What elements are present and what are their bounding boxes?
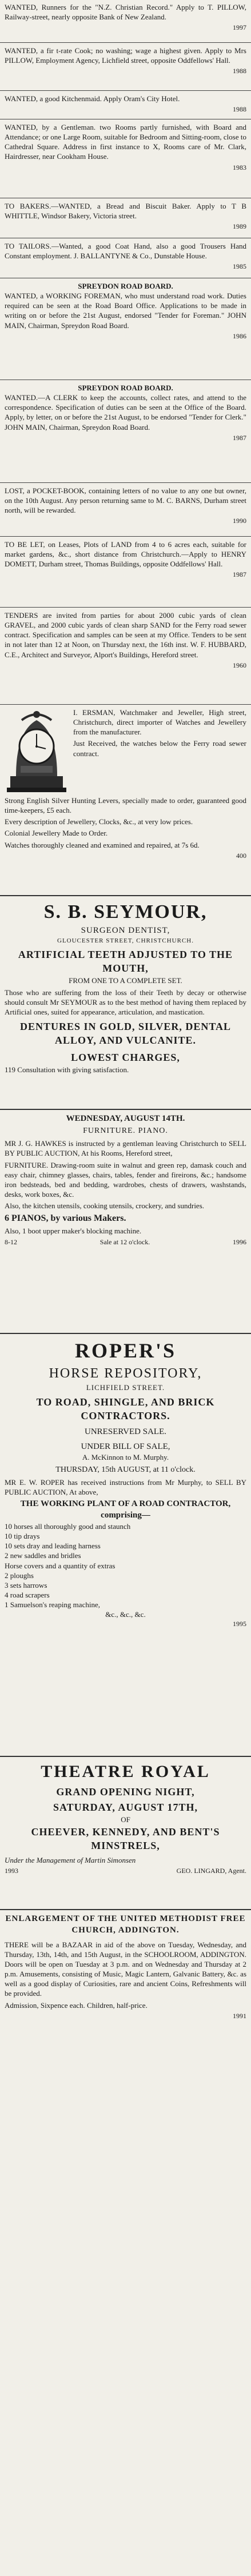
ad-text: THERE will be a BAZAAR in aid of the above on Tuesday, Wednesday, and Thursday, 13th, 14th, and 15th August, in the SCHOOLROOM, ADDINGTON. Doors will be open on Tuesday at 3 p.m. and on Wednesday and Thursday at 2 p.m. Amusements, consisting of Music, Magic Lantern, Galvanic Battery, &c. as well as a good display of Curiosities, rare and ancient Coins, Refreshments will be provided. (5, 1940, 246, 1998)
ad-dentist (5, 900, 246, 1076)
ad-heading: THEATRE ROYAL (41, 1762, 210, 1781)
ad-runners (5, 2, 246, 33)
ad-spreydon-clerk (5, 383, 246, 443)
ad-bazaar (5, 1914, 246, 2021)
ad-number: 1960 (233, 661, 246, 669)
ad-subheading: SURGEON DENTIST, (81, 925, 170, 935)
ad-subheading: CHEEVER, KENNEDY, AND BENT'S MINSTRELS, (31, 1826, 220, 1851)
ad-text: Just Received, the watches below the Ferry road sewer contract. (73, 739, 246, 758)
list-item: 4 road scrapers (5, 1591, 50, 1600)
divider (0, 90, 251, 91)
ad-text: TO TAILORS.—Wanted, a good Coat Hand, also a good Trousers Hand Constant employment. J. BALLANTYNE & Co., Dunstable House. (5, 242, 246, 261)
list-item: 3 sets harrows (5, 1580, 47, 1589)
ad-heading: SPREYDON ROAD BOARD. (78, 282, 173, 290)
ad-kitchenmaid (5, 94, 246, 114)
divider (0, 704, 251, 705)
ad-text: TO BE LET, on Leases, Plots of LAND from 4 to 6 acres each, suitable for market gardens, &c., short distance from Christchurch.—Apply to HENRY DOMETT, Durham street, Thomas Buildings, opposite Oddfellows' Hall. (5, 540, 246, 569)
ad-heading: SPREYDON ROAD BOARD. (78, 384, 173, 392)
ad-number: 1985 (233, 262, 246, 271)
ad-subheading: FURNITURE. PIANO. (83, 1126, 168, 1135)
ad-theatre (5, 1760, 246, 1876)
ad-text: WANTED.—A CLERK to keep the accounts, collect rates, and attend to the correspondence. Specification of duties can be seen at the Office of the Board. Apply, by letter, on or before the 21st August, to be endorsed "Tender for Clerk." JOHN MAIN, Chairman, Spreydon Road Board. (5, 393, 246, 432)
ad-subheading: TO ROAD, SHINGLE, AND BRICK CONTRACTORS. (36, 1396, 215, 1422)
ad-heading: WEDNESDAY, AUGUST 14TH. (66, 1114, 185, 1123)
ad-text: GEO. LINGARD, Agent. (176, 1866, 246, 1875)
ad-text: UNDER BILL OF SALE, (81, 1441, 170, 1451)
divider (0, 1756, 251, 1757)
ad-text: WANTED, Runners for the "N.Z. Christian Record." Apply to T. PILLOW, Railway-street, nearly opposite Bank of New Zealand. (5, 3, 246, 22)
list-item: &c., &c., &c. (105, 1610, 146, 1619)
ad-text: Sale at 12 o'clock. (99, 1237, 150, 1246)
ad-address: GLOUCESTER STREET, CHRISTCHURCH. (57, 937, 194, 944)
ad-tailors (5, 241, 246, 271)
ad-address: LICHFIELD STREET. (86, 1383, 165, 1392)
ad-tenders (5, 610, 246, 670)
ad-number: 1988 (233, 67, 246, 75)
divider (0, 482, 251, 483)
ad-text: MR J. G. HAWKES is instructed by a gentleman leaving Christchurch to SELL BY PUBLIC AUCTION, At his Rooms, Hereford street, (5, 1139, 246, 1158)
ad-text: Also, the kitchen utensils, cooking utensils, crockery, and sundries. (5, 1201, 205, 1211)
ad-subheading: ARTIFICIAL TEETH ADJUSTED TO THE MOUTH, (18, 949, 233, 974)
plant-list (5, 1521, 246, 1620)
ad-number: 8-12 (5, 1237, 17, 1246)
ad-text: I. ERSMAN, Watchmaker and Jeweller, High street, Christchurch, direct importer of Watches and Jewellery from the manufacturer. (73, 708, 246, 737)
ad-text: UNRESERVED SALE. (85, 1427, 166, 1436)
ad-text: LOST, a POCKET-BOOK, containing letters of no value to any one but owner, on the 10th August. Any person returning same to M. C. BARNS, Durham street north, will be rewarded. (5, 486, 246, 515)
ad-text: A. McKinnon to M. Murphy. (82, 1453, 169, 1462)
divider (0, 536, 251, 537)
ad-number: 1983 (233, 163, 246, 171)
ad-number: 1997 (233, 23, 246, 32)
ad-text: 119 Consultation with giving satisfaction. (5, 1065, 129, 1074)
ad-text: Watches thoroughly cleaned and examined and repaired, at 7s 6d. (5, 840, 200, 849)
ad-number: 1991 (233, 2011, 246, 2020)
ad-gentleman (5, 122, 246, 172)
list-item: 2 ploughs (5, 1571, 34, 1580)
ad-text: TO BAKERS.—WANTED, a Bread and Biscuit Baker. Apply to T B WHITTLE, Windsor Bakery, Victoria street. (5, 202, 246, 221)
ad-heading: ROPER'S (74, 1339, 177, 1362)
ad-text: Strong English Silver Hunting Levers, specially made to order, guaranteed good time-keepers, £5 each. (5, 796, 246, 815)
divider (0, 42, 251, 43)
list-item: Horse covers and a quantity of extras (5, 1561, 115, 1570)
divider (0, 895, 251, 896)
ad-heading: S. B. SEYMOUR, (43, 901, 208, 922)
ad-text: Under the Management of Martin Simonsen (5, 1855, 136, 1864)
ad-text: THURSDAY, 15th AUGUST, at 11 o'clock. (55, 1465, 196, 1474)
ad-watchmaker (5, 708, 246, 861)
ad-number: 1996 (233, 1237, 246, 1246)
list-item: 2 new saddles and bridles (5, 1551, 81, 1560)
ad-text: Admission, Sixpence each. Children, half-price. (5, 2000, 148, 2010)
ad-subheading: GRAND OPENING NIGHT, (56, 1786, 195, 1798)
ad-subheading: DENTURES IN GOLD, SILVER, DENTAL ALLOY, AND VULCANITE. (19, 1021, 232, 1047)
ad-text: 6 PIANOS, by various Makers. (5, 1213, 126, 1224)
ad-number: 400 (236, 851, 246, 860)
ad-text: Also, 1 boot upper maker's blocking machine. (5, 1227, 142, 1236)
ad-text: WANTED, a fir t-rate Cook; no washing; wage a highest given. Apply to Mrs PILLOW, Employment Agency, Lichfield street, opposite Oddfellows' Hall. (5, 46, 246, 65)
ad-number: 1989 (233, 222, 246, 231)
divider (0, 1909, 251, 1910)
ad-spreydon-foreman (5, 281, 246, 341)
ad-text: FURNITURE. Drawing-room suite in walnut and green rep, damask couch and easy chair, chimney glasses, chairs, tables, fender and fireirons, &c.; handsome iron bedsteads, bed and bedding, wardrobes, chests of drawers, washstands, desks, work boxes, &c. (5, 1160, 246, 1199)
ad-number: 1987 (233, 570, 246, 579)
ad-text: WANTED, by a Gentleman. two Rooms partly furnished, with Board and Attendance; or one Large Room, suitable for Bedroom and Sitting-room, close to Cathedral Square. Address in first instance to X, Rooms care of Mr. Clark, Hairdresser, near Cookham House. (5, 123, 246, 161)
ad-to-let (5, 540, 246, 580)
ad-bakers (5, 201, 246, 231)
ad-text: WANTED, a WORKING FOREMAN, who must understand road work. Duties required can be seen at the Road Board Office. Applications to be made in writing on or before the 21st August, endorsed "Tender for Foreman." JOHN MAIN, Chairman, Spreydon Road Board. (5, 291, 246, 330)
ad-hawkes-auction (5, 1113, 246, 1247)
ad-number: 1990 (233, 517, 246, 525)
ad-text: Those who are suffering from the loss of their Teeth by decay or otherwise should consult Mr SEYMOUR as to the best method of having them replaced by Artificial ones, suited for appearance, articulation, and mastication. (5, 988, 246, 1017)
ad-text: WANTED, a good Kitchenmaid. Apply Oram's City Hotel. (5, 94, 180, 103)
list-item: 10 horses all thoroughly good and staunch (5, 1521, 131, 1531)
ad-subheading: THE WORKING PLANT OF A ROAD CONTRACTOR, comprising— (20, 1499, 231, 1520)
ad-number: 1987 (233, 433, 246, 442)
ad-text: Every description of Jewellery, Clocks, &c., at very low prices. (5, 817, 193, 826)
list-item: 10 tip drays (5, 1532, 40, 1541)
ad-text: FROM ONE TO A COMPLETE SET. (69, 976, 182, 985)
list-item: 1 Samuelson's reaping machine, (5, 1600, 100, 1609)
divider (0, 1109, 251, 1110)
divider (0, 607, 251, 608)
ad-number: 1995 (233, 1619, 246, 1628)
ad-number: 1988 (233, 105, 246, 114)
ad-roper (5, 1337, 246, 1628)
ad-text: Colonial Jewellery Made to Order. (5, 829, 108, 838)
ad-subheading: LOWEST CHARGES, (71, 1051, 180, 1063)
ad-subheading: HORSE REPOSITORY, (49, 1365, 202, 1381)
ad-text: OF (121, 1815, 130, 1824)
ad-text: MR E. W. ROPER has received instructions from Mr Murphy, to SELL BY PUBLIC AUCTION, At above, (5, 1478, 246, 1497)
divider (0, 1333, 251, 1334)
ad-heading: ENLARGEMENT OF THE UNITED METHODIST FREE CHURCH, ADDINGTON. (5, 1914, 246, 1935)
ad-cook (5, 46, 246, 76)
ad-number: 1986 (233, 332, 246, 340)
clock-illustration (5, 709, 69, 794)
list-item: 10 sets dray and leading harness (5, 1541, 101, 1551)
ad-text: TENDERS are invited from parties for about 2000 cubic yards of clean GRAVEL, and 2000 cubic yards of clean sharp SAND for the Ferry road sewer contract. Specification and samples can be seen at my Office. Tenders to be sent in not later than 12 at Noon, on Thursday next, the 16th inst. W. F. HUBBARD, C.E., Architect and Surveyor, Alport's Buildings, Hereford street. (5, 611, 246, 659)
ad-lost (5, 486, 246, 526)
ad-subheading: SATURDAY, AUGUST 17TH, (53, 1802, 198, 1814)
ad-number: 1993 (5, 1866, 18, 1875)
